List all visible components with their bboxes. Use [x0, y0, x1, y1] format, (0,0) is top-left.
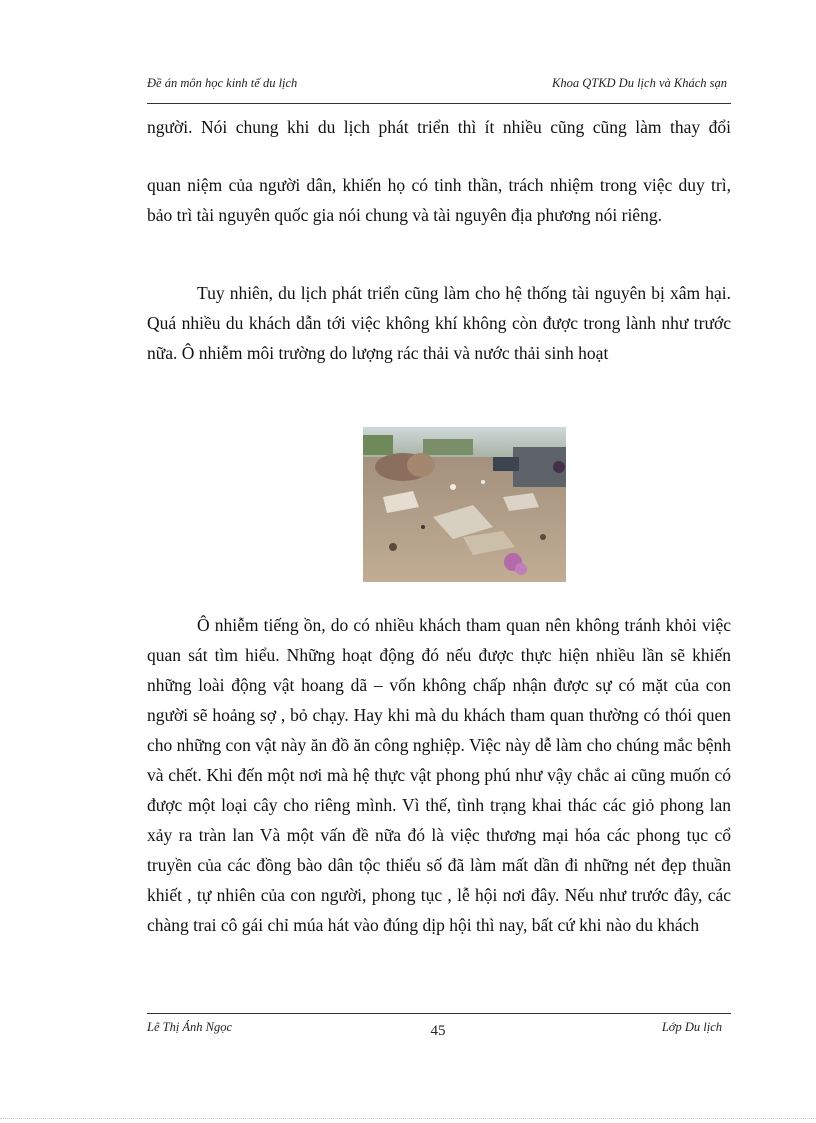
footer-author: Lê Thị Ánh Ngọc: [147, 1020, 233, 1034]
header-course-title: Đề án môn học kinh tế du lịch: [147, 76, 298, 90]
paragraph-2: Tuy nhiên, du lịch phát triển cũng làm cho hệ thống tài nguyên bị xâm hại. Quá nhiều du khách dẫn tới việc không khí không còn được trong lành như trước nữa. Ô nhiễm môi trường do lượng rác thải và nước thải sinh hoạt: [147, 283, 731, 363]
paragraph-1-rest: quan niệm của người dân, khiến họ có tinh thần, trách nhiệm trong việc duy trì, bảo trì tài nguyên quốc gia nói chung và tài nguyên địa phương nói riêng.: [147, 175, 731, 225]
pollution-photo: [363, 427, 566, 582]
paragraph-1-first-line: người. Nói chung khi du lịch phát triển thì ít nhiều cũng cũng làm thay đổi: [147, 117, 731, 137]
footer-rule: [147, 1013, 731, 1014]
paragraph-1: [147, 112, 731, 230]
header-rule: [147, 103, 731, 104]
footer-class: Lớp Du lịch: [661, 1020, 722, 1034]
page-edge-dotted-line: [0, 1118, 816, 1119]
paragraph-3: Ô nhiễm tiếng ồn, do có nhiều khách tham quan nên không tránh khỏi việc quan sát tìm hiểu. Những hoạt động đó nếu được thực hiện nhiều lần sẽ khiến những loài động vật hoang dã – vốn không chấp nhận được sự có mặt của con người sẽ hoảng sợ , bỏ chạy. Hay khi mà du khách tham quan thường có thói quen cho những con vật này ăn đồ ăn công nghiệp. Việc này dễ làm cho chúng mắc bệnh và chết. Khi đến một nơi mà hệ thực vật phong phú như vậy chắc ai cũng muốn có được một loại cây cho riêng mình. Vì thế, tình trạng khai thác các giỏ phong lan xảy ra tràn lan Và một vấn đề nữa đó là việc thương mại hóa các phong tục cổ truyền của các đồng bào dân tộc thiểu số đã làm mất dần đi những nét đẹp thuần khiết , tự nhiên của con người, phong tục , lễ hội nơi đây. Nếu như trước đây, các chàng trai cô gái chỉ múa hát vào đúng dịp hội thì nay, bất cứ khi nào du khách: [147, 615, 731, 935]
header-faculty: Khoa QTKD Du lịch và Khách sạn: [552, 76, 727, 90]
page-number: 45: [430, 1023, 446, 1039]
